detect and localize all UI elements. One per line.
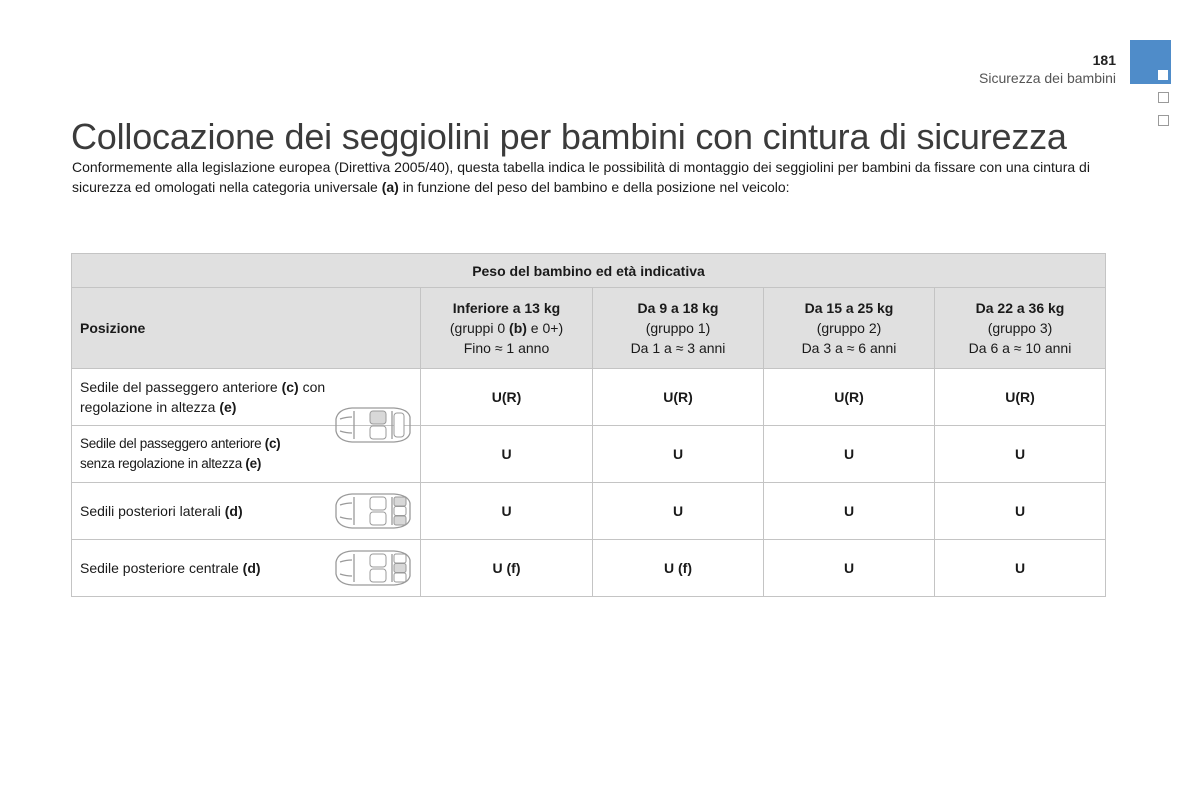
compatibility-value: U <box>764 540 935 597</box>
chapter-tab-box <box>1158 115 1169 126</box>
car-rear-side-seats-icon <box>332 491 414 531</box>
compatibility-value: U(R) <box>421 369 593 426</box>
chapter-tab-box <box>1158 92 1169 103</box>
position-label: Sedile del passeggero anteriore (c) con regolazione in altezza (e) <box>80 379 326 415</box>
chapter-tab-marker <box>1130 40 1171 84</box>
group-label: (gruppo 1) <box>645 320 711 336</box>
child-seat-table <box>71 253 1106 597</box>
group-label: (gruppi 0 (b) e 0+) <box>449 320 564 336</box>
weight-label: Da 22 a 36 kg <box>975 300 1065 316</box>
compatibility-value: U (f) <box>593 540 764 597</box>
section-name: Sicurezza dei bambini <box>979 70 1116 86</box>
intro-paragraph <box>72 157 1112 197</box>
page-title: Collocazione dei seggiolini per bambini con cintura di sicurezza <box>71 116 1067 157</box>
compatibility-value: U <box>421 483 593 540</box>
compatibility-value: U <box>764 483 935 540</box>
table-row <box>72 540 1106 597</box>
age-label: Fino ≈ 1 anno <box>463 340 550 356</box>
position-label: Sedili posteriori laterali (d) <box>80 503 243 519</box>
group-label: (gruppo 3) <box>987 320 1053 336</box>
intro-text-end: in funzione del peso del bambino e della posizione nel veicolo: <box>398 179 790 195</box>
compatibility-value: U <box>935 483 1106 540</box>
compatibility-value: U <box>935 426 1106 483</box>
position-cell <box>72 426 421 483</box>
age-label: Da 3 a ≈ 6 anni <box>801 340 897 356</box>
position-cell <box>72 369 421 426</box>
position-label: Sedile del passeggero anteriore (c) senza regolazione in altezza (e) <box>80 436 281 471</box>
compatibility-value: U (f) <box>421 540 593 597</box>
compatibility-value: U(R) <box>593 369 764 426</box>
column-header <box>593 288 764 369</box>
age-label: Da 6 a ≈ 10 anni <box>968 340 1072 356</box>
column-header <box>421 288 593 369</box>
page-number: 181 <box>1092 52 1116 68</box>
intro-footnote-ref: (a) <box>381 179 399 195</box>
weight-label: Inferiore a 13 kg <box>452 300 561 316</box>
column-header <box>764 288 935 369</box>
position-header: Posizione <box>72 288 421 369</box>
compatibility-value: U <box>593 426 764 483</box>
position-cell <box>72 483 421 540</box>
compatibility-value: U <box>593 483 764 540</box>
table-row <box>72 483 1106 540</box>
table-row <box>72 369 1106 426</box>
weight-label: Da 9 a 18 kg <box>637 300 719 316</box>
chapter-tab-dot <box>1158 70 1168 80</box>
intro-text: Conformemente alla legislazione europea (Direttiva 2005/40), questa tabella indica le possibilità di montaggio dei seggiolini per bambini da fissare con una cintura di sicurezza ed omologati nella categoria universale <box>72 159 1090 195</box>
group-label: (gruppo 2) <box>816 320 882 336</box>
compatibility-value: U(R) <box>935 369 1106 426</box>
compatibility-value: U <box>421 426 593 483</box>
position-label: Sedile posteriore centrale (d) <box>80 560 261 576</box>
table-row <box>72 426 1106 483</box>
compatibility-value: U <box>764 426 935 483</box>
age-label: Da 1 a ≈ 3 anni <box>630 340 726 356</box>
compatibility-value: U(R) <box>764 369 935 426</box>
table-top-header: Peso del bambino ed età indicativa <box>72 254 1106 288</box>
position-cell <box>72 540 421 597</box>
car-rear-center-seat-icon <box>332 548 414 588</box>
weight-label: Da 15 a 25 kg <box>804 300 894 316</box>
compatibility-value: U <box>935 540 1106 597</box>
column-header <box>935 288 1106 369</box>
chapter-tab-active <box>1130 40 1171 84</box>
